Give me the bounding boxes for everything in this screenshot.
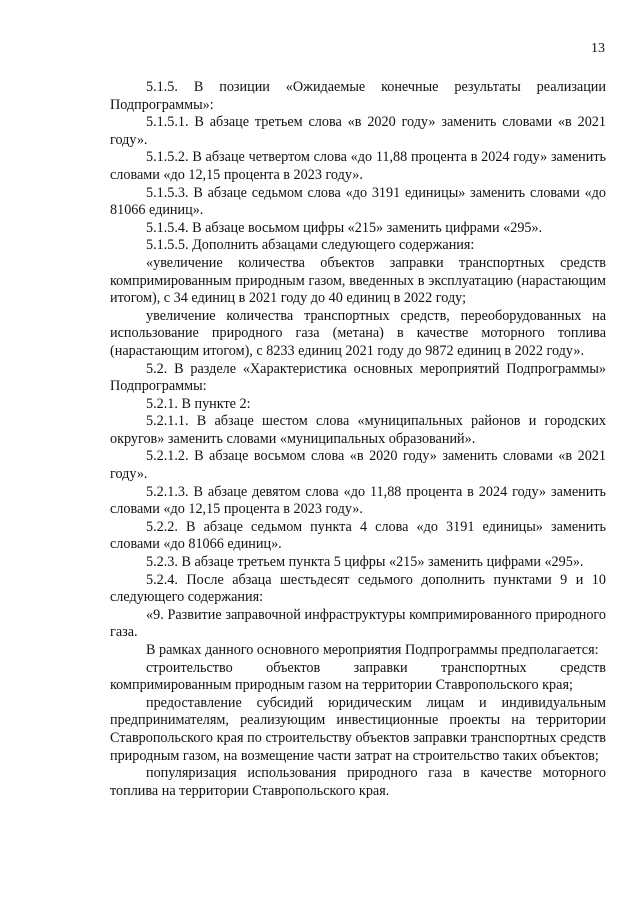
- document-body: [110, 79, 606, 800]
- paragraph: увеличение количества транспортных средств, переоборудованных на использование природного газа (метана) в качестве моторного топлива (нарастающим итогом), с 8233 единиц 2021 году до 9872 единиц в 2022 году».: [110, 307, 606, 359]
- paragraph: 5.2. В разделе «Характеристика основных мероприятий Подпрограммы» Подпрограммы:: [110, 360, 606, 395]
- paragraph: 5.1.5.2. В абзаце четвертом слова «до 11,88 процента в 2024 году» заменить словами «до 12,15 процента в 2023 году».: [110, 149, 606, 183]
- paragraph: 5.1.5.4. В абзаце восьмом цифры «215» заменить цифрами «295».: [146, 219, 543, 236]
- paragraph: 5.1.5.1. В абзаце третьем слова «в 2020 году» заменить словами «в 2021 году».: [110, 114, 606, 148]
- paragraph: В рамках данного основного мероприятия Подпрограммы предполагается:: [146, 642, 599, 658]
- paragraph: строительство объектов заправки транспортных средств компримированным природным газом на территории Ставропольского края;: [110, 659, 606, 694]
- paragraph: 5.2.1. В пункте 2:: [146, 395, 251, 412]
- paragraph: 5.1.5.5. Дополнить абзацами следующего содержания:: [146, 237, 475, 254]
- paragraph: 5.1.5.3. В абзаце седьмом слова «до 3191 единицы» заменить словами «до 81066 единиц».: [110, 184, 606, 219]
- paragraph: 5.2.4. После абзаца шестьдесят седьмого дополнить пунктами 9 и 10 следующего содержания:: [110, 571, 606, 606]
- paragraph: 5.2.3. В абзаце третьем пункта 5 цифры «215» заменить цифрами «295».: [146, 554, 584, 571]
- paragraph: 5.2.1.2. В абзаце восьмом слова «в 2020 году» заменить словами «в 2021 году».: [110, 448, 606, 483]
- paragraph: популяризация использования природного газа в качестве моторного топлива на территории Ставропольского края.: [110, 765, 606, 799]
- page-number: 13: [591, 41, 605, 56]
- paragraph: 5.1.5. В позиции «Ожидаемые конечные результаты реализации Подпрограммы»:: [110, 79, 606, 113]
- paragraph: «9. Развитие заправочной инфраструктуры компримированного природного газа.: [110, 606, 606, 641]
- paragraph: 5.2.2. В абзаце седьмом пункта 4 слова «до 3191 единицы» заменить словами «до 81066 единиц».: [110, 518, 606, 553]
- paragraph: предоставление субсидий юридическим лицам и индивидуальным предпринимателям, реализующим инвестиционные проекты на территории Ставропольского края по строительству объектов заправки транспортных средств природным газом, на возмещение части затрат на строительство таких объектов;: [110, 694, 606, 764]
- paragraph: «увеличение количества объектов заправки транспортных средств компримированным природным газом, введенных в эксплуатацию (нарастающим итогом), с 34 единиц в 2021 году до 40 единиц в 2022 году;: [110, 254, 606, 307]
- paragraph: 5.2.1.3. В абзаце девятом слова «до 11,88 процента в 2024 году» заменить словами «до 12,15 процента в 2023 году».: [110, 483, 606, 518]
- paragraph: 5.2.1.1. В абзаце шестом слова «муниципальных районов и городских округов» заменить словами «муниципальных образований».: [110, 413, 606, 447]
